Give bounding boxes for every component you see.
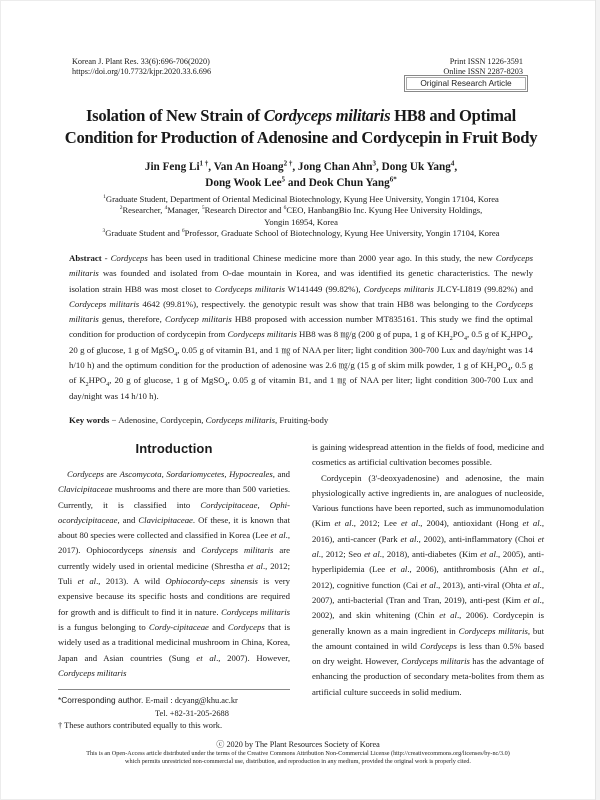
intro-paragraph-1-cont: is gaining widespread attention in the fields of food, medicine and cosmetics as artificial cultivation becomes possible. [312,441,544,468]
body-flow [1,251,595,766]
author: Van An Hoang$^{2 \dagger}$, [213,159,298,173]
page-footer [1,739,595,766]
footnote-divider [58,689,290,733]
online-issn: Online ISSN 2287-8203 [443,67,523,76]
viewer-scroll-edge [595,0,600,800]
journal-citation: Korean J. Plant Res. 33(6):696-706(2020) [72,57,210,66]
author-phone: Tel. +82-31-205-2688 [155,708,229,718]
abstract: Abstract - Cordyceps has been used in traditional Chinese medicine more than 2000 year ago. In this study, the new Cordyceps militaris was founded and isolated from O-dae mountain in Korea, and was identified its genetic characteristics. The newly isolation strain HB8 was most closet to Cordyceps militaris W141449 (99.82%), Cordyceps militaris JLCY-LI819 (99.82%) and Cordyceps militaris 4642 (99.81%), respectively. the genotypic result was show that train HB8 was belonging to the Cordyceps militaris genus, therefore, Cordycep militaris HB8 proposed with accession number MT835161. This study we find the optimal condition for production of cordycepin from Cordyceps militaris HB8 was 8 ㎎/g (200 g of pupa, 1 g of $KH_2PO_4$, 0.5 g of $K_2HPO_4$, 20 g of glucose, 1 g of MgSO$_4$, 0.05 g of vitamin B1, and 1 ㎎ of NAA per liter; light condition 300-700 Lux and day/night was 14 h/10 h) and the optimum condition for the production of adenosine was 2.6 ㎎/g (15 g of skim milk powder, 1 g of $KH_2PO_4$, 0.5 g of $K_2HPO_4$, 20 g of glucose, 1 g of MgSO$_4$, 0.05 g of vitamin B1, and 1 ㎎ of NAA per liter; light condition 300-700 Lux and day/night was 14 h/10 h). [69,253,534,401]
paper-title [31,105,571,149]
author-list [31,159,571,191]
corresponding-author: *Corresponding author. E-mail : dcyang@khu.ac.kr [58,695,238,706]
license-notice [1,750,595,766]
title-line-2: Condition for Production of Adenosine and Cordycepin in Fruit Body [64,128,538,147]
footnotes [58,694,290,733]
print-issn: Print ISSN 1226-3591 [449,57,523,66]
article-type-badge: Original Research Article [404,75,528,92]
author: Jong Chan Ahn$^3$, [297,159,382,173]
right-column [312,440,544,700]
affiliation-1: $^1$Graduate Student, Department of Oriental Medicinal Biotechnology, Kyung Hee University, Yongin 17104, Korea [103,194,499,204]
keywords: Key words − Adenosine, Cordycepin, Cordyceps militaris, Fruiting-body [69,414,329,425]
author: Dong Uk Yang$^4$, [381,159,458,173]
left-column [58,440,290,733]
equal-contribution-note: † These authors contributed equally to this work. [58,721,223,731]
section-heading-introduction: Introduction [135,440,213,456]
abstract-label: Abstract [69,253,102,263]
copyright-notice: ⓒ 2020 by The Plant Resources Society of Korea [216,739,380,749]
license-line-1: This is an Open-Access article distributed under the terms of the Creative Commons Attribution Non-Commercial License (http://creativecommons.org/licenses/by-nc/3.0) [86,749,510,757]
journal-header-left [72,57,211,77]
title-species: Cordyceps militaris [263,106,391,125]
affiliation-2: $^2$Researcher, $^4$Manager, $^5$Research Director and $^6$CEO, HanbangBio Inc. Kyung Hee University Holdings, [119,205,483,216]
intro-paragraph-2: Cordycepin (3'-deoxyadenosine) and adenosine, the main physiologically active ingredients in, are analogues of nucleoside, Various functions have been reported, such as immunomodulation (Kim et al., 2012; Lee et al., 2004), antioxidant (Hong et al., 2016), anti-cancer (Park et al., 2002), anti-inflammatory (Choi et al., 2012; Seo et al., 2018), anti-diabetes (Kim et al., 2005), anti-hyperlipidemia (Lee et al., 2006), antithrombosis (Ahn et al., 2012), cognitive function (Cai et al., 2013), anti-viral (Ohta et al., 2007), anti-bacterial (Tran and Tran, 2019), anti-pest (Kim et al., 2002), and skin whitening (Chin et al., 2006). Cordycepin is generally known as a main ingredient in Cordyceps militaris, but the amount contained in wild Cordyceps is less than 0.5% based on dry weight. However, Cordyceps militaris has the advantage of enhancing the production of secondary meta-bolites from them as artificial culture succeeds in solid medium. [312,472,545,697]
keywords-label: Key words [69,414,110,425]
author: Jin Feng $Li^{1 \dagger}$, [144,159,214,173]
author: Deok Chun Yang$^{6*}$ [308,175,397,189]
author: Dong Wook Lee$^5$ and [205,175,309,189]
journal-header-right [443,57,523,77]
title-text: HB8 and Optimal [390,106,516,125]
intro-paragraph-1: Cordyceps are Ascomycota, Sordariomycetes, Hypocreales, and Clavicipitaceae mushrooms and there are more than 500 varieties. Currently, it is classified into Cordycipitaceae, Ophi-ocordycipitaceae, and Clavicipitaceae. Of these, it is known that about 80 species were collected and classified in Korea (Lee et al., 2017). Ophiocordyceps sinensis and Cordyceps militaris are currently widely used in oriental medicine (Shrestha et al., 2012; Tuli et al., 2013). A wild Ophiocordy-ceps sinensis is very expensive because its specific hosts and conditions are required for growth and is difficult to find it in nature. Cordyceps militaris is a fungus belonging to Cordy-cipitaceae and Cordyceps that is widely used as a traditional medicinal mushroom in China, Korea, Japan and Asian countries (Sung et al., 2007). However, Cordyceps militaris [58,468,291,678]
affiliations [31,194,571,239]
author-email[interactable]: E-mail : dcyang@khu.ac.kr [143,696,238,706]
two-column-body [58,440,544,733]
affiliation-2-cont: Yongin 16954, Korea [264,216,338,227]
title-text: Isolation of New Strain of [86,106,264,125]
doi-link[interactable]: https://doi.org/10.7732/kjpr.2020.33.6.696 [72,67,212,76]
license-line-2: which permits unrestricted non-commercial use, distribution, and reproduction in any medium, provided the original work is properly cited. [125,757,471,765]
affiliation-3: $^3$Graduate Student and $^6$Professor, Graduate School of Biotechnology, Kyung Hee University, Yongin 17104, Korea [102,227,500,238]
